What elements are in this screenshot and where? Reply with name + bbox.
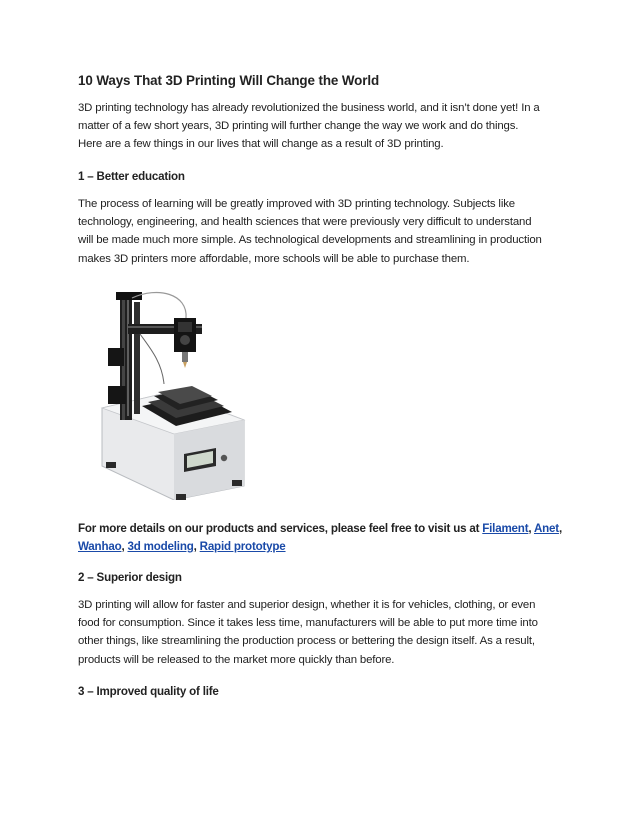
link-separator: , <box>193 540 200 554</box>
links-line-2 <box>78 538 568 556</box>
links-prefix: For more details on our products and services, please feel free to visit us at <box>78 522 483 535</box>
link-3d-modeling[interactable]: 3d modeling <box>127 540 194 554</box>
section-2-line: 3D printing will allow for faster and superior design, whether it is for vehicles, clothing, or even <box>78 599 536 611</box>
section-2-line: food for consumption. Since it takes less time, manufacturers will be able to put more time into <box>78 617 538 630</box>
link-separator: , <box>121 540 128 554</box>
intro-line: 3D printing technology has already revolutionized the business world, and it isn’t done yet! In a <box>78 102 540 114</box>
section-1-paragraph <box>78 195 568 268</box>
intro-line: Here are a few things in our lives that will change as a result of 3D printing. <box>78 138 444 151</box>
link-rapid-prototype[interactable]: Rapid prototype <box>199 540 286 554</box>
link-anet[interactable]: Anet <box>533 522 559 535</box>
section-2-line: other things, like streamlining the production process or bettering the design itself. As a result, <box>78 635 535 648</box>
intro-paragraph <box>78 99 568 154</box>
section-2-paragraph <box>78 596 568 669</box>
section-1-line: technology, engineering, and health sciences that were previously very difficult to understand <box>78 216 532 229</box>
3d-printer-image <box>98 288 246 500</box>
links-line-1 <box>78 520 568 538</box>
link-separator: , <box>528 522 534 535</box>
link-filament[interactable]: Filament <box>482 522 529 535</box>
link-wanhao[interactable]: Wanhao <box>78 540 122 554</box>
section-1-line: makes 3D printers more affordable, more schools will be able to purchase them. <box>78 252 470 265</box>
section-1-line: The process of learning will be greatly improved with 3D printing technology. Subjects like <box>78 198 515 210</box>
section-2-heading: 2 – Superior design <box>78 571 182 584</box>
section-1-heading: 1 – Better education <box>78 170 185 183</box>
section-1-line: will be made much more simple. As technological developments and streamlining in production <box>78 234 542 247</box>
section-2-line: products will be released to the market more quickly than before. <box>78 653 395 666</box>
document-title: 10 Ways That 3D Printing Will Change the World <box>78 73 380 88</box>
link-separator: , <box>558 522 562 535</box>
intro-line: matter of a few short years, 3D printing will further change the way we work and do things. <box>78 120 519 133</box>
section-3-heading: 3 – Improved quality of life <box>78 685 219 698</box>
links-paragraph <box>78 520 568 556</box>
